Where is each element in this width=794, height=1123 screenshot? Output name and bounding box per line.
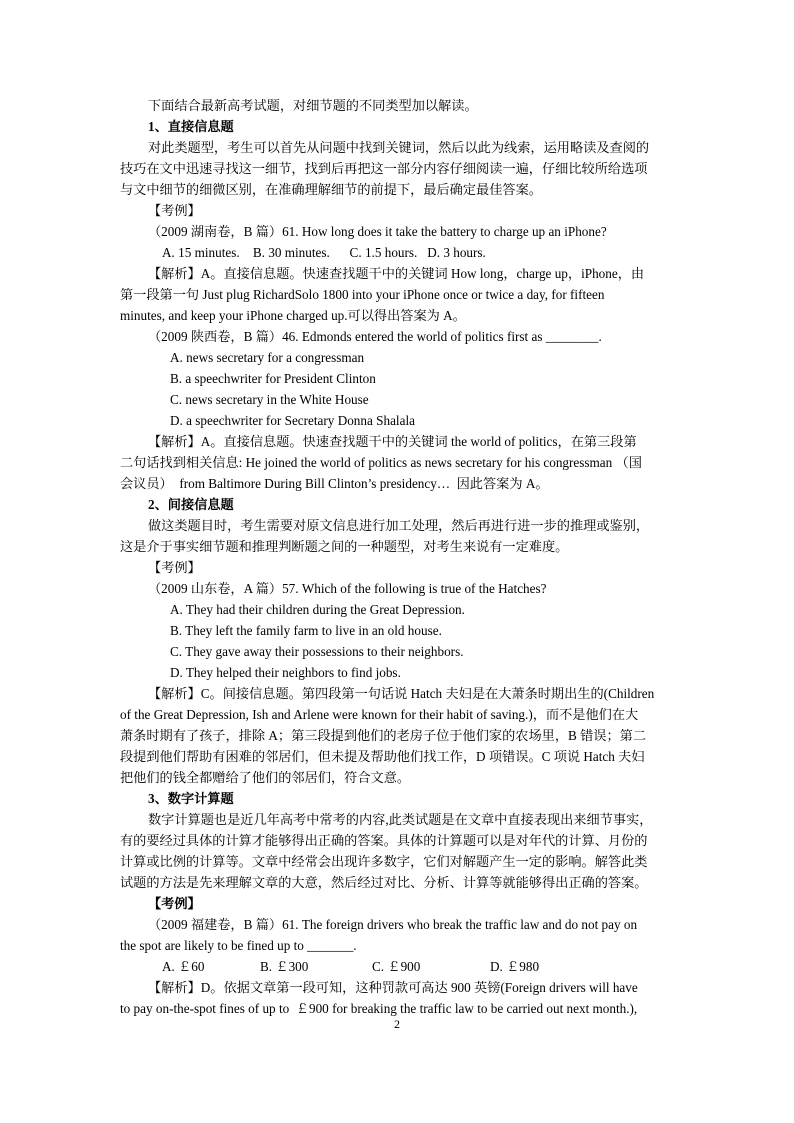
example-label: 【考例】: [148, 896, 201, 911]
analysis-line: to pay on-the-spot fines of up to ￡900 for breaking the traffic law to be carried out next month.),: [120, 1001, 638, 1016]
question-line: （2009 福建卷，B 篇）61. The foreign drivers who break the traffic law and do not pay on: [148, 917, 638, 932]
option-a: A. They had their children during the Great Depression.: [170, 602, 465, 617]
analysis-line: 段提到他们帮助有困难的邻居们，但未提及帮助他们找工作，D 项错误。C 项说 Hatch 夫妇: [120, 749, 645, 764]
analysis-line: minutes, and keep your iPhone charged up.可以得出答案为 A。: [120, 308, 466, 323]
option-d: D. ￡980: [490, 959, 540, 974]
analysis-line: 萧条时期有了孩子，排除 A；第三段提到他们的老房子位于他们家的农场里，B 错误；第二: [120, 728, 647, 743]
analysis-line: 【解析】A。直接信息题。快速查找题干中的关键词 the world of politics，在第三段第: [148, 434, 637, 449]
section-heading-numeric: 3、数字计算题: [148, 791, 234, 806]
option-c: C. ￡900: [372, 959, 421, 974]
section-heading-direct: 1、直接信息题: [148, 119, 234, 134]
page-number: 2: [394, 1017, 400, 1031]
section-heading-indirect: 2、间接信息题: [148, 497, 234, 512]
analysis-line: 【解析】D。依据文章第一段可知，这种罚款可高达 900 英镑(Foreign drivers will have: [148, 980, 638, 995]
paragraph-line: 与文中细节的细微区别，在准确理解细节的前提下，最后确定最佳答案。: [120, 182, 542, 197]
analysis-line: 会议员） from Baltimore During Bill Clinton’s presidency… 因此答案为 A。: [120, 476, 549, 491]
paragraph-line: 有的要经过具体的计算才能够得出正确的答案。具体的计算题可以是对年代的计算、月份的: [120, 833, 648, 848]
option-c: C. They gave away their possessions to their neighbors.: [170, 644, 464, 659]
option-c: C. news secretary in the White House: [170, 392, 369, 407]
option-a: A. news secretary for a congressman: [170, 350, 365, 365]
analysis-line: 二句话找到相关信息: He joined the world of politics as news secretary for his congressman （国: [120, 455, 642, 470]
paragraph-line: 对此类题型，考生可以首先从问题中找到关键词，然后以此为线索，运用略读及查阅的: [148, 140, 650, 155]
paragraph-line: 技巧在文中迅速寻找这一细节，找到后再把这一部分内容仔细阅读一遍，仔细比较所给选项: [120, 161, 648, 176]
option-d: D. They helped their neighbors to find jobs.: [170, 665, 401, 680]
example-label: 【考例】: [148, 560, 201, 575]
example-label: 【考例】: [148, 203, 201, 218]
analysis-line: 第一段第一句 Just plug RichardSolo 1800 into your iPhone once or twice a day, for fifteen: [120, 287, 605, 302]
paragraph-line: 计算或比例的计算等。文章中经常会出现许多数字，它们对解题产生一定的影响。解答此类: [120, 854, 648, 869]
intro-line: 下面结合最新高考试题，对细节题的不同类型加以解读。: [148, 98, 478, 113]
paragraph-line: 这是介于事实细节题和推理判断题之间的一种题型，对考生来说有一定难度。: [120, 539, 569, 554]
question-line: （2009 山东卷，A 篇）57. Which of the following is true of the Hatches?: [148, 581, 547, 596]
option-a: A. ￡60: [162, 959, 205, 974]
question-line: （2009 陕西卷，B 篇）46. Edmonds entered the world of politics first as ________.: [148, 329, 602, 344]
paragraph-line: 数字计算题也是近几年高考中常考的内容,此类试题是在文章中直接表现出来细节事实，: [148, 812, 653, 827]
paragraph-line: 做这类题目时，考生需要对原文信息进行加工处理，然后再进行进一步的推理或鉴别，: [148, 518, 650, 533]
analysis-line: 【解析】A。直接信息题。快速查找题干中的关键词 How long，charge up，iPhone，由: [148, 266, 645, 281]
question-line: （2009 湖南卷，B 篇）61. How long does it take the battery to charge up an iPhone?: [148, 224, 607, 239]
option-b: B. ￡300: [260, 959, 309, 974]
options-line: A. 15 minutes. B. 30 minutes. C. 1.5 hours. D. 3 hours.: [162, 245, 486, 260]
option-d: D. a speechwriter for Secretary Donna Shalala: [170, 413, 415, 428]
question-line: the spot are likely to be fined up to _______.: [120, 938, 357, 953]
option-b: B. a speechwriter for President Clinton: [170, 371, 376, 386]
analysis-line: of the Great Depression, Ish and Arlene were known for their habit of saving.)，而不是他们在大: [120, 707, 639, 722]
analysis-line: 把他们的钱全都赠给了他们的邻居们，符合文意。: [120, 770, 411, 785]
options-line: [162, 956, 539, 977]
paragraph-line: 试题的方法是先来理解文章的大意，然后经过对比、分析、计算等就能够得出正确的答案。: [120, 875, 648, 890]
analysis-line: 【解析】C。间接信息题。第四段第一句话说 Hatch 夫妇是在大萧条时期出生的(Children: [148, 686, 655, 701]
option-b: B. They left the family farm to live in an old house.: [170, 623, 442, 638]
